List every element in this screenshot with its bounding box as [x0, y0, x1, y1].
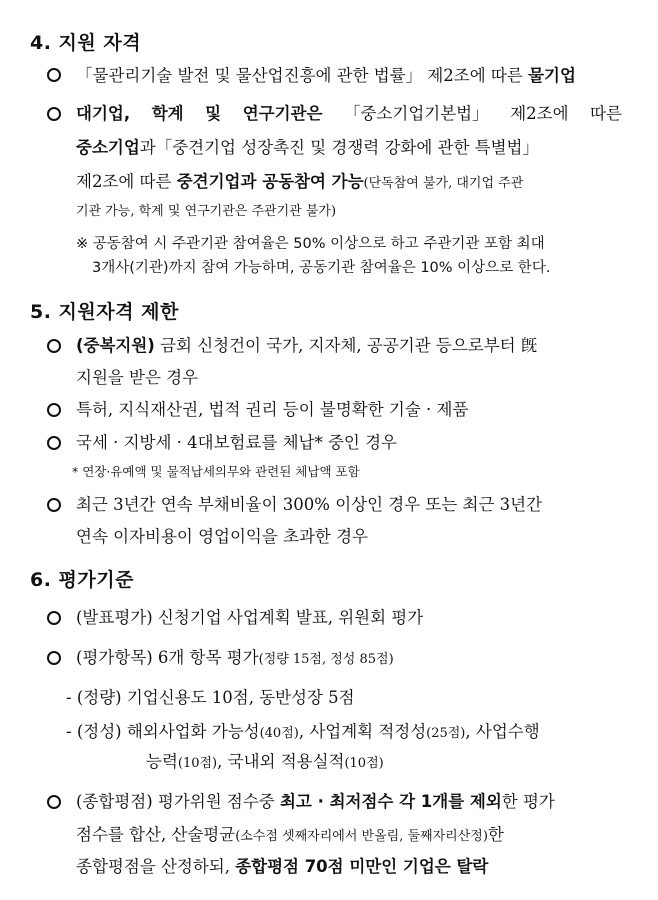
s6-item-2: (평가항목) 6개 항목 평가(정량 15점, 정성 85점) — [76, 648, 394, 667]
s5-item-3: 국세 · 지방세 · 4대보험료를 체납* 중인 경우 — [76, 433, 397, 452]
bullet-icon — [47, 795, 61, 809]
bullet-icon — [47, 498, 61, 512]
s5-item-3-note: * 연장·유예액 및 물적납세의무와 관련된 체납액 포함 — [72, 464, 360, 479]
s5-item-2: 특허, 지식재산권, 법적 권리 등이 불명확한 기술 · 제품 — [76, 400, 469, 419]
bullet-icon — [47, 436, 61, 450]
s6-detail-2-line-1: - (정성) 해외사업화 가능성(40점), 사업계획 적정성(25점), 사업수행 — [66, 722, 540, 741]
s4-item-2-line-3: 제2조에 따른 중견기업과 공동참여 가능(단독참여 불가, 대기업 주관 — [76, 172, 524, 191]
section-4-title: 4. 지원 자격 — [30, 32, 142, 54]
s4-note-line-2: 3개사(기관)까지 참여 가능하며, 공동기관 참여율은 10% 이상으로 한다. — [92, 260, 551, 276]
s4-item-2-line-4: 기관 가능, 학계 및 연구기관은 주관기관 불가) — [76, 204, 337, 219]
s4-item-1: 「물관리기술 발전 및 물산업진흥에 관한 법률」 제2조에 따른 물기업 — [76, 66, 576, 85]
s6-item-3-line-2: 점수를 합산, 산술평균(소수점 셋째자리에서 반올림, 둘째자리산정)한 — [76, 825, 504, 844]
section-5-title: 5. 지원자격 제한 — [30, 301, 179, 323]
s5-item-4-line-2: 연속 이자비용이 영업이익을 초과한 경우 — [76, 527, 368, 546]
s4-note-line-1: ※ 공동참여 시 주관기관 참여율은 50% 이상으로 하고 주관기관 포함 최대 — [76, 236, 545, 252]
bullet-icon — [47, 611, 61, 625]
s6-item-3-line-1: (종합평점) 평가위원 점수중 최고 · 최저점수 각 1개를 제외한 평가 — [76, 792, 555, 811]
s6-item-3-line-3: 종합평점을 산정하되, 종합평점 70점 미만인 기업은 탈락 — [76, 857, 489, 876]
bullet-icon — [47, 339, 61, 353]
section-6-title: 6. 평가기준 — [30, 569, 134, 591]
s5-item-1-line-2: 지원을 받은 경우 — [76, 368, 199, 387]
bullet-icon — [47, 403, 61, 417]
bullet-icon — [47, 651, 61, 665]
bullet-icon — [47, 68, 61, 82]
s6-item-1: (발표평가) 신청기업 사업계획 발표, 위원회 평가 — [76, 608, 424, 627]
s6-detail-1: - (정량) 기업신용도 10점, 동반성장 5점 — [66, 688, 355, 707]
s5-item-1-line-1: (중복지원) 금회 신청건이 국가, 지자체, 공공기관 등으로부터 旣 — [76, 336, 538, 355]
s6-detail-2-line-2: 능력(10점), 국내외 적용실적(10점) — [146, 752, 384, 771]
bullet-icon — [47, 107, 61, 121]
s5-item-4-line-1: 최근 3년간 연속 부채비율이 300% 이상인 경우 또는 최근 3년간 — [76, 495, 543, 514]
s4-item-2-line-1: 대기업, 학계 및 연구기관은 「중소기업기본법」 제2조에 따른 — [76, 104, 622, 123]
s4-item-2-line-2: 중소기업과「중견기업 성장촉진 및 경쟁력 강화에 관한 특별법」 — [76, 138, 539, 157]
